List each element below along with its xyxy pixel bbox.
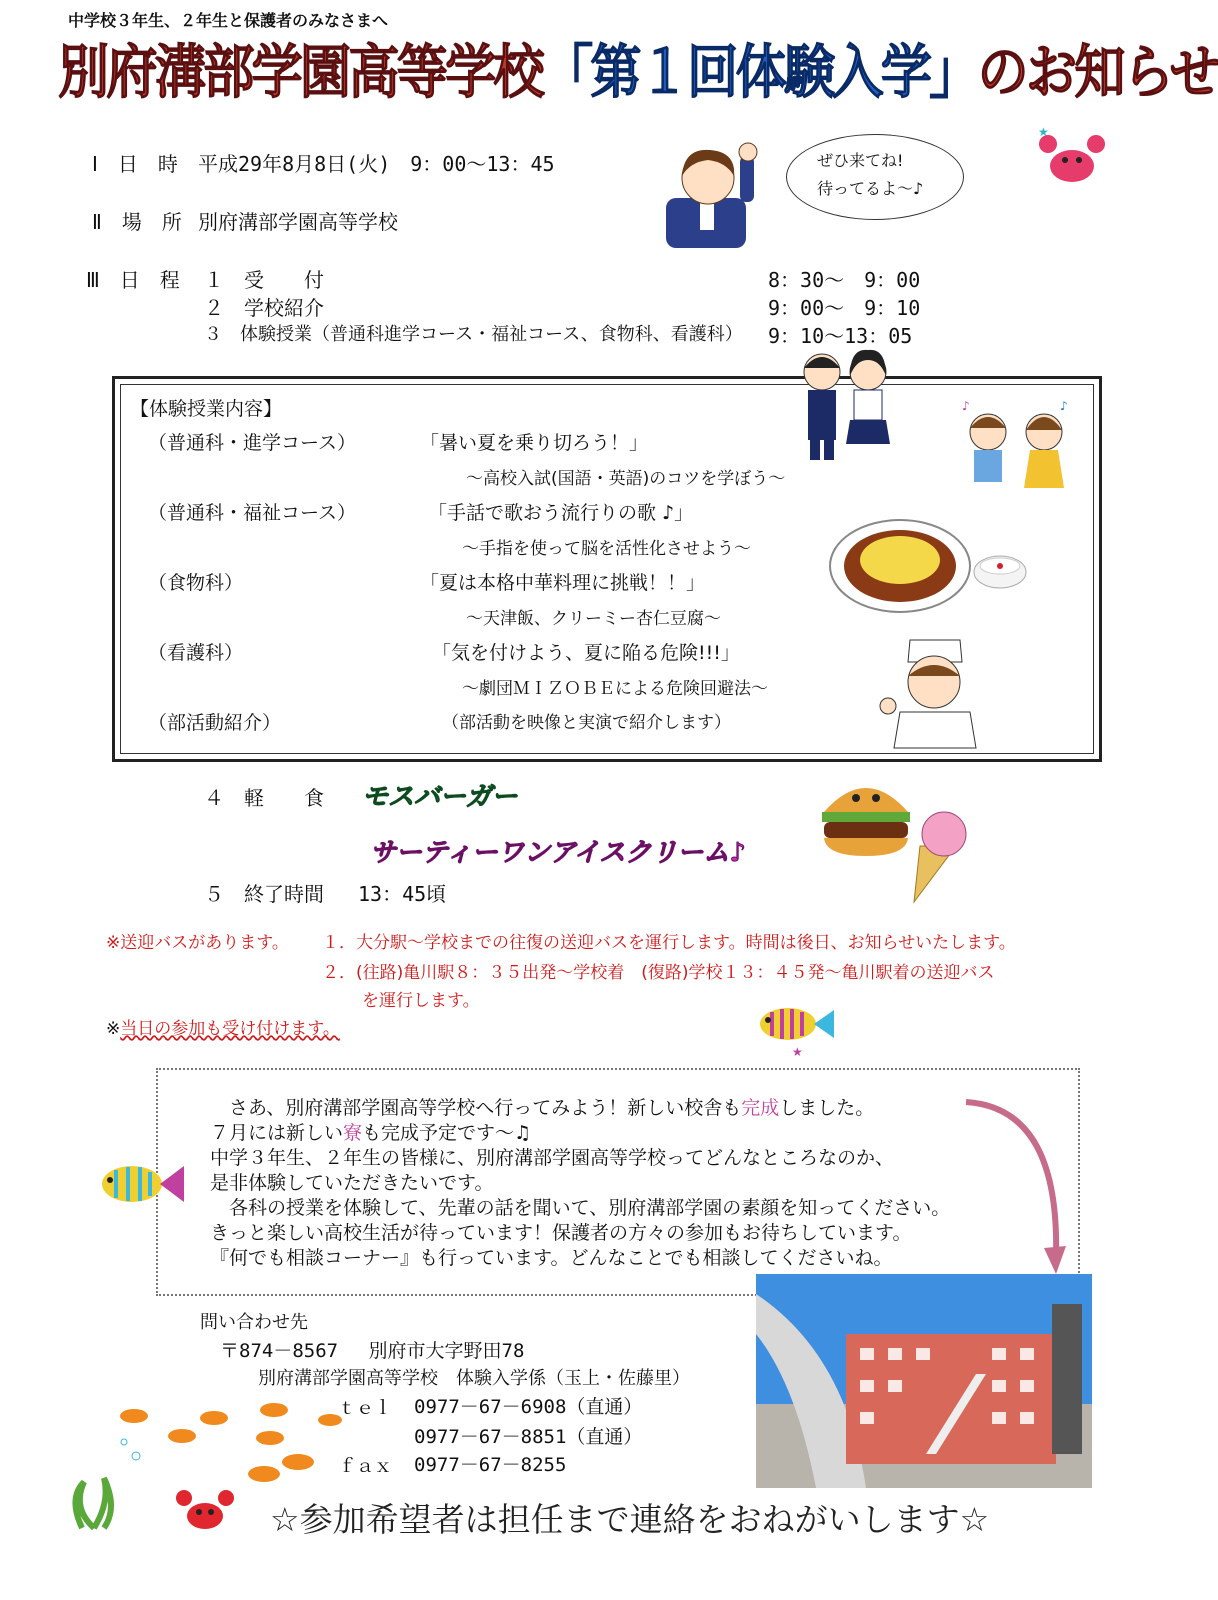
- lesson-course-clubs: （部活動紹介）: [148, 712, 282, 734]
- lessons-heading: 【体験授業内容】: [130, 398, 283, 420]
- bus-note-1: １．大分駅～学校までの往復の送迎バスを運行します。時間は後日、お知らせいたします。: [322, 933, 1016, 953]
- lesson-course-welfare: （普通科・福祉コース）: [148, 502, 357, 524]
- lesson-sub-advanced: ～高校入試(国語・英語)のコツを学ぼう～: [466, 469, 786, 489]
- student-illustration: [656, 136, 766, 248]
- contact-address: 〒874－8567 別府市大字野田78: [220, 1340, 525, 1362]
- fish-icon-left: [94, 1152, 188, 1222]
- contact-office: 別府溝部学園高等学校 体験入学係（玉上・佐藤里）: [258, 1368, 690, 1389]
- lesson-title-clubs: （部活動を映像と実演で紹介します）: [442, 713, 731, 733]
- lesson-course-nursing: （看護科）: [148, 642, 244, 664]
- end-label: ５ 終了時間: [204, 882, 324, 906]
- message-line-1: [210, 1096, 874, 1121]
- snack-baskin-robbins: サーティーワンアイスクリーム♪: [370, 838, 746, 868]
- date-value: 平成29年8月8日(火) 9：00～13：45: [198, 152, 555, 176]
- message-line-2c: も完成予定です～♫: [362, 1122, 532, 1144]
- fax-number: 0977－67－8255: [414, 1454, 567, 1476]
- svg-text:★: ★: [1038, 125, 1049, 139]
- lesson-title-nursing: 「気を付けよう、夏に陥る危険!!!」: [432, 642, 740, 664]
- schedule-time-intro: 9：00～ 9：10: [768, 296, 921, 320]
- school-building-photo: [756, 1274, 1092, 1488]
- schedule-item-intro: ２ 学校紹介: [204, 296, 324, 320]
- message-line-4: 是非体験していただきたいです。: [210, 1172, 494, 1194]
- fish-icon: [752, 994, 836, 1059]
- title-school: 別府溝部学園高等学校: [58, 38, 543, 106]
- snack-label: ４ 軽 食: [204, 786, 324, 810]
- snack-mos-burger: モスバーガー: [362, 782, 518, 812]
- svg-text:★: ★: [792, 1045, 803, 1059]
- message-line-5: 各科の授業を体験して、先輩の話を聞いて、別府溝部学園の素顔を知ってください。: [210, 1197, 951, 1219]
- contact-heading: 問い合わせ先: [200, 1312, 308, 1333]
- message-line-7: 『何でも相談コーナー』も行っています。どんなことでも相談してくださいね。: [210, 1247, 893, 1269]
- speech-bubble: [786, 134, 964, 220]
- tel-number-1: 0977－67－6908（直通）: [414, 1396, 643, 1418]
- students-uniform-illustration: [796, 346, 896, 464]
- crab-icon: [1034, 124, 1110, 200]
- place-label: Ⅱ 場 所: [92, 210, 182, 234]
- tel-label: ｔｅｌ: [338, 1398, 392, 1419]
- lesson-title-welfare: 「手話で歌おう流行りの歌 ♪」: [428, 502, 694, 524]
- same-day-text: 当日の参加も受け付けます。: [120, 1019, 340, 1039]
- lesson-sub-food: ～天津飯、クリーミー杏仁豆腐～: [466, 609, 721, 629]
- crab-icon-bottom: [174, 1486, 236, 1536]
- lesson-title-advanced: 「暑い夏を乗り切ろう！」: [420, 432, 649, 454]
- nurse-illustration: [872, 632, 984, 748]
- place-value: 別府溝部学園高等学校: [198, 210, 398, 234]
- lesson-sub-nursing: ～劇団ＭＩＺＯＢＥによる危険回避法～: [462, 679, 768, 699]
- schedule-item-reception: １ 受 付: [204, 268, 324, 292]
- message-line-2a: ７月には新しい: [210, 1122, 344, 1144]
- end-value: 13：45頃: [358, 882, 447, 906]
- bus-note-2: ２．(往路)亀川駅８：３５出発～学校着 (復路)学校１３：４５発～亀川駅着の送迎バス: [322, 963, 995, 983]
- svg-text:♪: ♪: [962, 399, 970, 413]
- schedule-time-reception: 8：30～ 9：00: [768, 268, 921, 292]
- curved-arrow-icon: [960, 1088, 1070, 1278]
- title-suffix: のお知らせ: [977, 38, 1218, 106]
- ice-cream-icon: [900, 808, 980, 904]
- message-line-6: きっと楽しい高校生活が待っています！保護者の方々の参加もお待ちしています。: [210, 1222, 912, 1244]
- lesson-sub-welfare: ～手指を使って脳を活性化させよう～: [462, 539, 751, 559]
- same-day-note: [106, 1014, 340, 1039]
- footer-notice: ☆参加希望者は担任まで連絡をおねがいします☆: [270, 1500, 990, 1539]
- children-illustration: [960, 398, 1080, 508]
- schedule-item-lessons: ３ 体験授業（普通科進学コース・福祉コース、食物科、看護科）: [204, 324, 743, 345]
- svg-text:♪: ♪: [1060, 399, 1068, 413]
- lesson-title-food: 「夏は本格中華料理に挑戦！！」: [420, 572, 706, 594]
- speech-line2: 待ってるよ～♪: [817, 179, 924, 198]
- message-line-2: [210, 1121, 531, 1146]
- page-title: [58, 36, 1218, 108]
- lesson-course-advanced: （普通科・進学コース）: [148, 432, 357, 454]
- message-highlight-complete: 完成: [741, 1097, 780, 1119]
- audience-line: 中学校３年生、２年生と保護者のみなさまへ: [68, 11, 389, 30]
- tel-number-2: 0977－67－8851（直通）: [414, 1426, 643, 1448]
- tenshinhan-plate-illustration: [828, 512, 1032, 616]
- message-line-3: 中学３年生、２年生の皆様に、別府溝部学園高等学校ってどんなところなのか、: [210, 1147, 895, 1169]
- same-day-prefix: ※: [106, 1019, 121, 1039]
- message-line-1c: しました。: [779, 1097, 875, 1119]
- bus-intro: ※送迎バスがあります。: [106, 933, 289, 953]
- date-label: Ⅰ 日 時: [92, 152, 178, 176]
- message-line-1a: さあ、別府溝部学園高等学校へ行ってみよう！新しい校舎も: [210, 1097, 742, 1119]
- title-event: 「第１回体験入学」: [542, 38, 978, 106]
- lesson-course-food: （食物科）: [148, 572, 244, 594]
- speech-line1: ぜひ来てね!: [817, 151, 904, 170]
- schedule-label: Ⅲ 日 程: [86, 268, 180, 292]
- fax-label: ｆａｘ: [338, 1456, 392, 1477]
- schedule-time-lessons: 9：10～13：05: [768, 324, 913, 348]
- message-highlight-dorm: 寮: [343, 1122, 363, 1144]
- bus-note-2-cont: を運行します。: [362, 991, 480, 1011]
